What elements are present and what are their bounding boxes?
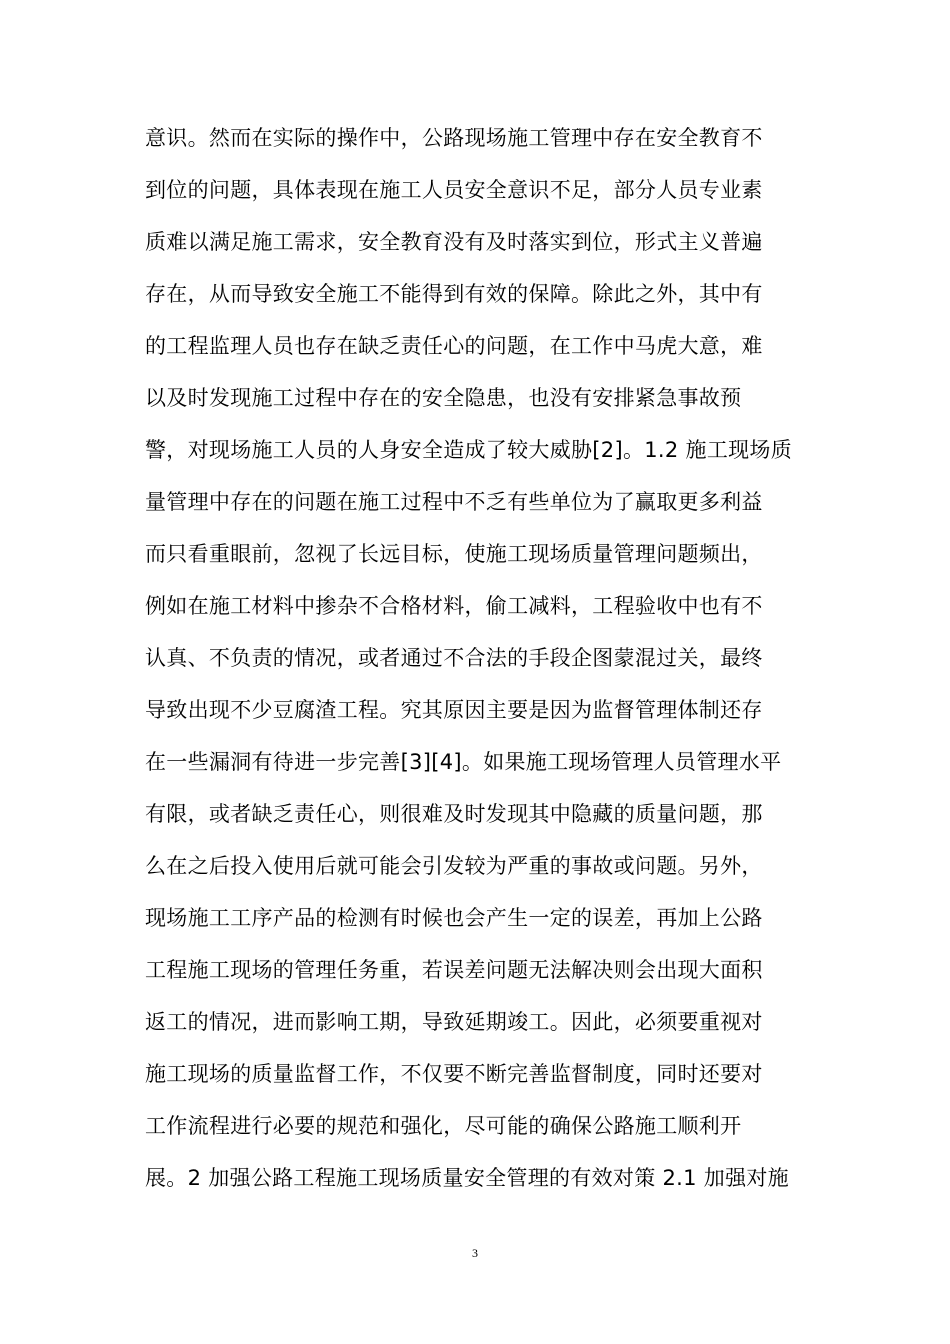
text-line: 意识。然而在实际的操作中，公路现场施工管理中存在安全教育不 [145, 126, 763, 150]
text-line: 在一些漏洞有待进一步完善[3][4]。如果施工现场管理人员管理水平 [145, 750, 782, 774]
text-line: 而只看重眼前，忽视了长远目标，使施工现场质量管理问题频出， [145, 542, 763, 566]
text-line: 例如在施工材料中掺杂不合格材料，偷工减料，工程验收中也有不 [145, 594, 763, 618]
text-line: 的工程监理人员也存在缺乏责任心的问题，在工作中马虎大意，难 [145, 334, 763, 358]
text-line: 到位的问题，具体表现在施工人员安全意识不足，部分人员专业素 [145, 178, 763, 202]
text-line: 认真、不负责的情况，或者通过不合法的手段企图蒙混过关，最终 [145, 646, 763, 670]
text-line: 以及时发现施工过程中存在的安全隐患，也没有安排紧急事故预 [145, 386, 742, 410]
text-line: 工作流程进行必要的规范和强化，尽可能的确保公路施工顺利开 [145, 1114, 742, 1138]
body-text [145, 118, 815, 1210]
text-line: 施工现场的质量监督工作，不仅要不断完善监督制度，同时还要对 [145, 1062, 763, 1086]
text-line: 现场施工工序产品的检测有时候也会产生一定的误差，再加上公路 [145, 906, 763, 930]
text-line: 工程施工现场的管理任务重，若误差问题无法解决则会出现大面积 [145, 958, 763, 982]
text-line: 么在之后投入使用后就可能会引发较为严重的事故或问题。另外， [145, 854, 763, 878]
text-line: 量管理中存在的问题在施工过程中不乏有些单位为了赢取更多利益 [145, 490, 763, 514]
text-line: 导致出现不少豆腐渣工程。究其原因主要是因为监督管理体制还存 [145, 698, 763, 722]
text-line: 展。2 加强公路工程施工现场质量安全管理的有效对策 2.1 加强对施 [145, 1166, 789, 1190]
page-number: 3 [472, 1246, 478, 1260]
text-line: 警，对现场施工人员的人身安全造成了较大威胁[2]。1.2 施工现场质 [145, 438, 793, 462]
text-line: 存在，从而导致安全施工不能得到有效的保障。除此之外，其中有 [145, 282, 763, 306]
text-line: 有限，或者缺乏责任心，则很难及时发现其中隐藏的质量问题，那 [145, 802, 763, 826]
text-line: 返工的情况，进而影响工期，导致延期竣工。因此，必须要重视对 [145, 1010, 763, 1034]
text-line: 质难以满足施工需求，安全教育没有及时落实到位，形式主义普遍 [145, 230, 763, 254]
